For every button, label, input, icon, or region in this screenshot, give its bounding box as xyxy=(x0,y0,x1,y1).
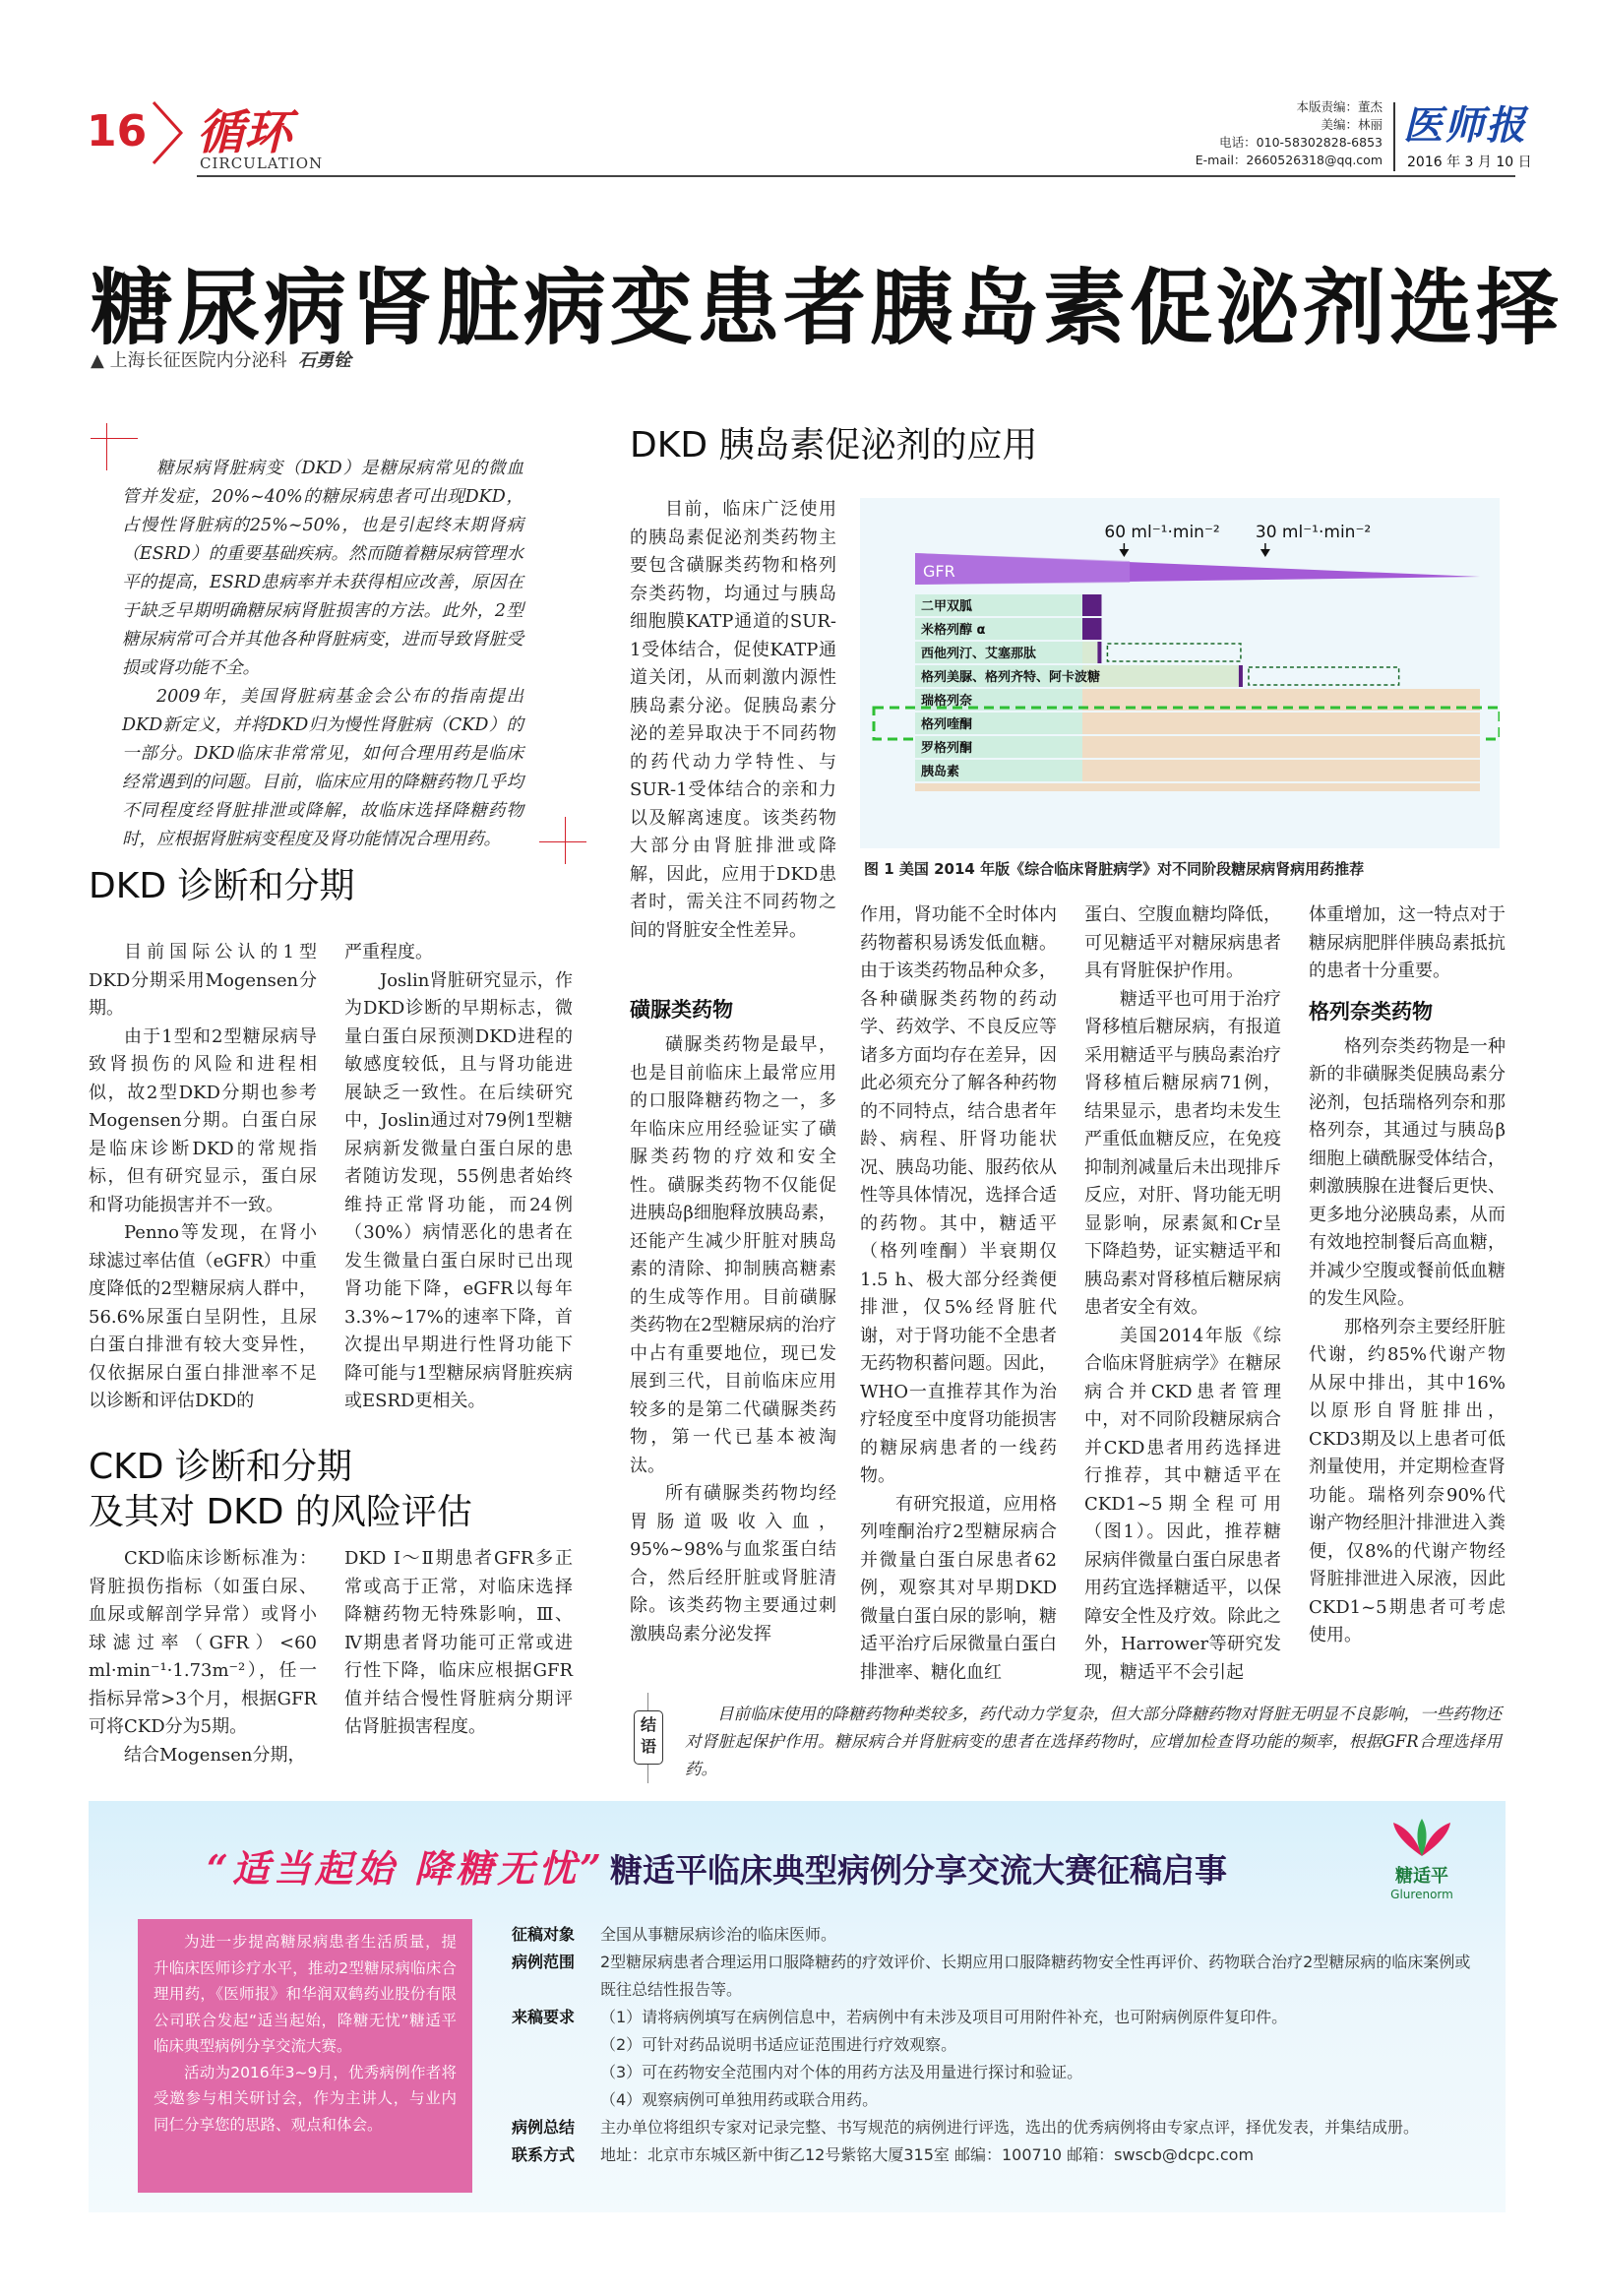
paragraph: 蛋白、空腹血糖均降低，可见糖适平对糖尿病患者具有肾脏保护作用。 xyxy=(1084,904,1281,981)
sec2-col2 xyxy=(344,1545,573,1742)
paragraph: 那格列奈主要经肝脏代谢，约85%代谢产物从尿中排出，其中16%以原形自肾脏排出，CKD3期及以上患者可低剂量使用，并定期检查肾功能。瑞格列奈90%代谢产物经胆汁排泄进入粪便，仅8%的代谢产物经肾脏排泄进入尿液，因此CKD1~5期患者可考虑使用。 xyxy=(1309,1316,1506,1645)
section-name: 循环 xyxy=(197,105,292,160)
threshold-label: 60 ml⁻¹·min⁻² xyxy=(1104,523,1220,542)
conclusion-box xyxy=(630,1693,1506,1783)
subheading: 磺脲类药物 xyxy=(630,998,733,1022)
ad-info-row xyxy=(512,2141,1476,2169)
figure-caption: 图 1 美国 2014 年版《综合临床肾脏病学》对不同阶段糖尿病肾病用药推荐 xyxy=(864,860,1365,878)
drug-name: 罗格列酮 xyxy=(921,741,973,756)
drug-name: 格列喹酮 xyxy=(921,717,973,732)
figure-1 xyxy=(860,498,1500,848)
ad-info-key: 联系方式 xyxy=(512,2145,576,2164)
paragraph: 格列奈类药物是一种新的非磺脲类促胰岛素分泌剂，包括瑞格列奈和那格列奈，其通过与胰岛β细胞上磺酰脲受体结合，刺激胰腺在进餐后更快、更多地分泌胰岛素，从而有效地控制餐后高血糖，并减少空腹或餐前低血糖的发生风险。 xyxy=(1309,1035,1506,1309)
crop-mark xyxy=(539,841,586,842)
section-heading-line: CKD 诊断和分期 xyxy=(89,1447,352,1487)
paragraph: DKD Ⅰ～Ⅱ期患者GFR多正常或高于正常，对临床选择降糖药物无特殊影响，Ⅲ、Ⅳ期患者肾功能可正常或进行性下降，临床应根据GFR值并结合慢性肾脏病分期评估肾脏损害程度。 xyxy=(344,1548,573,1737)
ad-info-row xyxy=(512,2031,1476,2059)
drug-usage-bar xyxy=(1082,665,1243,687)
drug-usage-end xyxy=(1097,642,1101,663)
paragraph: 严重程度。 xyxy=(344,942,433,962)
drug-name: 西他列汀、艾塞那肽 xyxy=(921,647,1037,661)
header-rule xyxy=(197,175,1515,177)
ad-info-key: 来稿要求 xyxy=(512,2008,576,2026)
article-title: 糖尿病肾脏病变患者胰岛素促泌剂选择 xyxy=(91,260,1564,356)
ad-info-value: 全国从事糖尿病诊治的临床医师。 xyxy=(600,1925,837,1944)
paragraph: 糖适平也可用于治疗肾移植后糖尿病，有报道采用糖适平与胰岛素治疗肾移植后糖尿病71例，结果显示，患者均未发生严重低血糖反应，在免疫抑制剂减量后未出现排斥反应，对肝、肾功能无明显影响，尿素氮和Cr呈下降趋势，证实糖适平和胰岛素对肾移植后糖尿病患者安全有效。 xyxy=(1084,988,1281,1318)
email: E-mail：2660526318@qq.com xyxy=(1195,153,1383,167)
paragraph: 磺脲类药物是最早，也是目前临床上最常应用的口服降糖药物之一，多年临床应用经验证实了磺脲类药物的疗效和安全性。磺脲类药物不仅能促进胰岛β细胞释放胰岛素，还能产生减少肝脏对胰岛素的清除、抑制胰高糖素的生成等作用。目前磺脲类药物在2型糖尿病的治疗中占有重要地位，现已发展到三代，目前临床应用较多的是第二代磺脲类药物，第一代已基本被淘汰。 xyxy=(630,1034,836,1476)
drug-usage-end xyxy=(1239,665,1243,687)
editor: 本版责编：董杰 xyxy=(1296,99,1383,114)
paragraph: Joslin肾脏研究显示，作为DKD诊断的早期标志，微量白蛋白尿预测DKD进程的敏感度较低，且与肾功能进展缺乏一致性。在后续研究中，Joslin通过对79例1型糖尿病新发微量白蛋白尿的患者随访发现，55例患者始终维持正常肾功能，而24例（30%）病情恶化的患者在发生微量白蛋白尿时已出现肾功能下降，eGFR以每年3.3%~17%的速率下降，首次提出早期进行性肾功能下降可能与1型糖尿病肾脏疾病或ESRD更相关。 xyxy=(344,969,573,1411)
ad-info xyxy=(512,1921,1476,2169)
chevron-icon xyxy=(148,98,187,167)
crop-mark xyxy=(91,438,138,439)
ad-info-key xyxy=(512,2059,600,2086)
paragraph: 目前，临床广泛使用的胰岛素促泌剂类药物主要包含磺脲类药物和格列奈类药物，均通过与胰岛细胞膜KATP通道的SUR-1受体结合，促使KATP通道关闭，从而刺激内源性胰岛素分泌。促胰岛素分泌的差异取决于不同药物的药代动力学特性、与SUR-1受体结合的亲和力以及解离速度。该类药物大部分由肾脏排泄或降解，因此，应用于DKD患者时，需关注不同药物之间的肾脏安全性差异。 xyxy=(630,499,836,941)
ad-info-key: 病例总结 xyxy=(512,2118,576,2137)
ad-info-row xyxy=(512,2086,1476,2114)
subheading: 格列奈类药物 xyxy=(1309,999,1433,1024)
crop-mark xyxy=(106,423,107,470)
ad-info-value: 主办单位将组织专家对记录完整、书写规范的病例进行评选，选出的优秀病例将由专家点评，择优发表，并集结成册。 xyxy=(600,2118,1420,2137)
col-b xyxy=(630,994,836,1648)
paragraph: 所有磺脲类药物均经胃肠道吸收入血，95%~98%与血浆蛋白结合，然后经肝脏或肾脏清除。该类药物主要通过刺激胰岛素分泌发挥 xyxy=(630,1483,836,1644)
section-heading: DKD 诊断和分期 xyxy=(89,866,355,906)
paragraph: 目前国际公认的1型DKD分期采用Mogensen分期。 xyxy=(89,942,317,1019)
sec3-narrow-col xyxy=(630,496,836,945)
page-header xyxy=(0,0,1598,187)
ad-info-row xyxy=(512,2004,1476,2031)
ad-info-row xyxy=(512,1949,1476,2004)
ad-banner xyxy=(89,1801,1506,2212)
conclusion-label-text: 结语 xyxy=(640,1715,656,1756)
threshold-label: 30 ml⁻¹·min⁻² xyxy=(1255,523,1372,542)
paragraph: 体重增加，这一特点对于糖尿病肥胖伴胰岛素抵抗的患者十分重要。 xyxy=(1309,904,1506,981)
ad-info-value: （1）请将病例填写在病例信息中，若病例中有未涉及项目可用附件补充，也可附病例原件复印件。 xyxy=(600,2008,1288,2026)
col-c xyxy=(860,901,1057,1687)
ad-left-paragraph: 为进一步提高糖尿病患者生活质量，提升临床医师诊疗水平，推动2型糖尿病临床合理用药，《医师报》和华润双鹤药业股份有限公司联合发起“适当起始，降糖无忧”糖适平临床典型病例分享交流大赛。 xyxy=(154,1933,457,2055)
drug-row-bg xyxy=(915,783,1480,791)
drug-name: 格列美脲、格列齐特、阿卡波糖 xyxy=(921,670,1101,685)
byline-org: ▲ 上海长征医院内分泌科 xyxy=(91,350,287,371)
drug-name: 胰岛素 xyxy=(921,765,960,779)
ad-info-value: 地址：北京市东城区新中街乙12号紫铭大厦315室 邮编：100710 邮箱：swscb@dcpc.com xyxy=(600,2145,1255,2164)
col-d xyxy=(1084,901,1281,1687)
page-number: 16 xyxy=(87,106,148,156)
section-name-en: CIRCULATION xyxy=(200,155,324,172)
paragraph: 结合Mogensen分期， xyxy=(124,1744,306,1766)
section-heading xyxy=(89,1445,472,1535)
drug-name: 瑞格列奈 xyxy=(921,694,973,709)
editor-info xyxy=(1122,98,1383,169)
drug-name: 米格列醇 α xyxy=(921,623,986,638)
sec2-col1 xyxy=(89,1545,317,1769)
paragraph: 由于1型和2型糖尿病导致肾损伤的风险和进程相似，故2型DKD分期也参考Mogensen分期。白蛋白尿是临床诊断DKD的常规指标，但有研究显示，蛋白尿和肾功能损害并不一致。 xyxy=(89,1025,317,1215)
section-heading-line: 及其对 DKD 的风险评估 xyxy=(89,1492,472,1532)
paragraph: 作用，肾功能不全时体内药物蓄积易诱发低血糖。由于该类药物品种众多，各种磺脲类药物的药动学、药效学、不良反应等诸多方面均存在差异，因此必须充分了解各种药物的不同特点，结合患者年龄、病程、肝肾功能状况、胰岛功能、服药依从性等具体情况，选择合适的药物。其中，糖适平（格列喹酮）半衰期仅1.5 h、极大部分经粪便排泄，仅5%经肾脏代谢，对于肾功能不全患者无药物积蓄问题。因此，WHO一直推荐其作为治疗轻度至中度肾功能损害的糖尿病患者的一线药物。 xyxy=(860,904,1057,1486)
ad-info-key: 征稿对象 xyxy=(512,1925,576,1944)
byline-author: 石勇铨 xyxy=(298,350,352,371)
section-heading: DKD 胰岛素促泌剂的应用 xyxy=(630,425,1038,465)
ad-info-key xyxy=(512,2086,600,2114)
ad-info-key: 病例范围 xyxy=(512,1953,576,1971)
ad-left-paragraph: 活动为2016年3~9月，优秀病例作者将受邀参与相关研讨会，作为主讲人，与业内同仁分享您的思路、观点和体会。 xyxy=(154,2063,457,2134)
ad-info-row xyxy=(512,2059,1476,2086)
intro-paragraph: 2009年，美国肾脏病基金会公布的指南提出DKD新定义，并将DKD归为慢性肾脏病（CKD）的一部分。DKD临床非常常见，如何合理用药是临床经常遇到的问题。目前，临床应用的降糖药物几乎均不同程度经肾脏排泄或降解，故临床选择降糖药物时，应根据肾脏病变程度及肾功能情况合理用药。 xyxy=(122,687,523,849)
threshold-arrow xyxy=(1119,549,1129,557)
ad-logo xyxy=(1368,1817,1476,1901)
ad-info-row xyxy=(512,1921,1476,1949)
ad-title xyxy=(207,1838,1227,1893)
col-e xyxy=(1309,901,1506,1650)
paragraph: 美国2014年版《综合临床肾脏病学》在糖尿病合并CKD患者管理中，对不同阶段糖尿病合并CKD患者用药选择进行推荐，其中糖适平在CKD1~5期全程可用（图1）。因此，推荐糖尿病伴微量白蛋白尿患者用药宜选择糖适平，以保障安全性及疗效。除此之外，Harrower等研究发现，糖适平不会引起 xyxy=(1084,1325,1281,1683)
logo-name-en: Glurenorm xyxy=(1390,1888,1453,1901)
paragraph: Penno等发现，在肾小球滤过率估值（eGFR）中重度降低的2型糖尿病人群中，56.6%尿蛋白呈阴性，且尿白蛋白排泄有较大变异性，仅依据尿白蛋白排泄率不足以诊断和评估DKD的 xyxy=(89,1222,317,1411)
art-editor: 美编：林丽 xyxy=(1321,117,1383,132)
header-divider xyxy=(1393,102,1395,171)
conclusion-label xyxy=(634,1710,663,1765)
byline xyxy=(91,346,351,372)
intro-paragraph: 糖尿病肾脏病变（DKD）是糖尿病常见的微血管并发症，20%~40%的糖尿病患者可出现DKD，占慢性肾脏病的25%~50%，也是引起终末期肾病（ESRD）的重要基础疾病。然而随着糖尿病管理水平的提高，ESRD患病率并未获得相应改善，原因在于缺乏早期明确糖尿病肾脏损害的方法。此外，2型糖尿病常可合并其他各种肾脏病变，进而导致肾脏受损或肾功能不全。 xyxy=(122,459,523,678)
ad-info-value: （4）观察病例可单独用药或联合用药。 xyxy=(600,2090,879,2109)
sec1-col2 xyxy=(344,939,573,1416)
ad-info-value: 2型糖尿病患者合理运用口服降糖药的疗效评价、长期应用口服降糖药物安全性再评价、药物联合治疗2型糖尿病的临床案例或既往总结性报告等。 xyxy=(600,1953,1471,1999)
ad-info-key xyxy=(512,2031,600,2059)
ad-info-value: （3）可在药物安全范围内对个体的用药方法及用量进行探讨和验证。 xyxy=(600,2063,1083,2081)
drug-usage-end xyxy=(1097,618,1101,640)
ad-left-panel xyxy=(138,1919,472,2193)
crop-mark xyxy=(565,817,566,864)
conclusion-text: 目前临床使用的降糖药物种类较多，药代动力学复杂，但大部分降糖药物对肾脏无明显不良影响，一些药物还对肾脏起保护作用。糖尿病合并肾脏病变的患者在选择药物时，应增加检查肾功能的频率，根据GFR合理选择用药。 xyxy=(685,1705,1502,1778)
ad-title-main: 糖适平临床典型病例分享交流大赛征稿启事 xyxy=(610,1851,1228,1890)
paragraph: 有研究报道，应用格列喹酮治疗2型糖尿病合并微量白蛋白尿患者62例，观察其对早期DKD微量白蛋白尿的影响，糖适平治疗后尿微量白蛋白排泄率、糖化血红 xyxy=(860,1493,1057,1683)
drug-chart xyxy=(860,498,1500,848)
drug-usage-end xyxy=(1097,594,1101,616)
ad-info-row xyxy=(512,2114,1476,2141)
ad-info-value: （2）可针对药品说明书适应证范围进行疗效观察。 xyxy=(600,2035,957,2054)
logo-name: 糖适平 xyxy=(1395,1866,1448,1887)
gfr-label: GFR xyxy=(923,562,955,581)
sec1-col1 xyxy=(89,939,317,1416)
drug-name: 二甲双胍 xyxy=(921,599,973,614)
phone: 电话：010-58302828-6853 xyxy=(1219,135,1383,150)
paragraph: CKD临床诊断标准为：肾脏损伤指标（如蛋白尿、血尿或解剖学异常）或肾小球滤过率（GFR）<60 ml·min⁻¹·1.73m⁻²），任一指标异常>3个月，根据GFR可将CKD分为5期。 xyxy=(89,1548,317,1737)
issue-date: 2016 年 3 月 10 日 xyxy=(1407,155,1532,170)
intro-block xyxy=(122,455,523,854)
threshold-arrow xyxy=(1260,549,1270,557)
brand-logo: 医师报 xyxy=(1403,102,1527,149)
ad-title-quote: “适当起始 降糖无忧” xyxy=(207,1846,605,1891)
lotus-icon xyxy=(1387,1817,1456,1858)
